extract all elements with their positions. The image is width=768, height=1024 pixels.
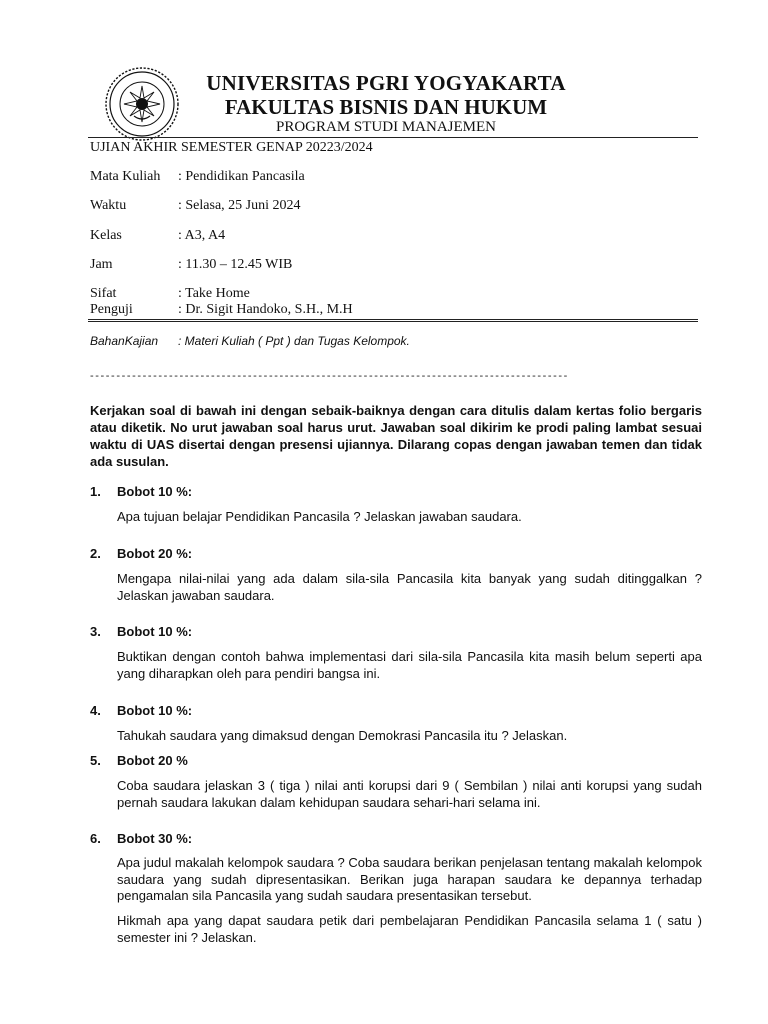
question-text: Mengapa nilai-nilai yang ada dalam sila-sila Pancasila kita banyak yang sudah ditinggalkan ? Jelaskan jawaban saudara.: [117, 571, 702, 603]
question-number: 6.: [90, 831, 101, 846]
question-text: Buktikan dengan contoh bahwa implementasi dari sila-sila Pancasila kita masih belum seperti apa yang diharapkan oleh para pendiri bangsa ini.: [117, 649, 702, 681]
question-weight: Bobot 10 %:: [117, 484, 193, 499]
info-value: : Dr. Sigit Handoko, S.H., M.H: [178, 302, 353, 317]
question-number: 5.: [90, 753, 101, 768]
question-number: 4.: [90, 703, 101, 718]
question-weight: Bobot 30 %:: [117, 831, 193, 846]
dashed-separator: -------------------------------------------------------------------------------------------: [90, 370, 569, 382]
question-weight: Bobot 10 %:: [117, 624, 193, 639]
info-label: Penguji: [90, 302, 133, 317]
info-value: : Selasa, 25 Juni 2024: [178, 198, 301, 213]
instructions-paragraph: Kerjakan soal di bawah ini dengan sebaik-baiknya dengan cara ditulis dalam kertas folio bergaris atau diketik. No urut jawaban soal harus urut. Jawaban soal dikirim ke prodi paling lambat sesuai waktu di UAS disertai dengan presensi ujiannya. Dilarang copas dengan jawaban temen dan tidak ada susulan.: [90, 403, 702, 469]
exam-title: UJIAN AKHIR SEMESTER GENAP 20223/2024: [90, 140, 373, 155]
question-number: 2.: [90, 546, 101, 561]
question-number: 3.: [90, 624, 101, 639]
question-weight: Bobot 10 %:: [117, 703, 193, 718]
info-label: Waktu: [90, 198, 127, 213]
question-text: Apa judul makalah kelompok saudara ? Coba saudara berikan penjelasan tentang makalah kelompok saudara yang sudah dipresentasikan. Berikan juga harapan saudara ke depannya terhadap pengamalan sila Pancasila yang sudah saudara presentasikan tersebut.: [117, 855, 702, 903]
info-double-rule: [88, 319, 698, 322]
university-name: UNIVERSITAS PGRI YOGYAKARTA: [206, 71, 566, 95]
question-text: Apa tujuan belajar Pendidikan Pancasila ? Jelaskan jawaban saudara.: [117, 509, 522, 524]
info-label: Kelas: [90, 228, 122, 243]
faculty-name: FAKULTAS BISNIS DAN HUKUM: [224, 95, 548, 119]
info-label: Jam: [90, 257, 113, 272]
info-value: : A3, A4: [178, 228, 226, 243]
info-value: : Take Home: [178, 286, 250, 301]
question-weight: Bobot 20 %: [117, 753, 188, 768]
info-label: Sifat: [90, 286, 117, 301]
info-label: Mata Kuliah: [90, 169, 161, 184]
question-number: 1.: [90, 484, 101, 499]
question-text: Tahukah saudara yang dimaksud dengan Demokrasi Pancasila itu ? Jelaskan.: [117, 728, 568, 743]
info-value: : Pendidikan Pancasila: [178, 169, 305, 184]
university-seal-icon: [104, 66, 180, 142]
question-text: Hikmah apa yang dapat saudara petik dari pembelajaran Pendidikan Pancasila selama 1 ( satu ) semester ini ? Jelaskan.: [117, 913, 702, 945]
header-rule: [88, 137, 698, 138]
bahan-kajian-value: : Materi Kuliah ( Ppt ) dan Tugas Kelompok.: [178, 334, 410, 348]
program-name: PROGRAM STUDI MANAJEMEN: [275, 119, 497, 135]
bahan-kajian-label: BahanKajian: [90, 334, 159, 348]
info-value: : 11.30 – 12.45 WIB: [178, 257, 293, 272]
question-text: Coba saudara jelaskan 3 ( tiga ) nilai anti korupsi dari 9 ( Sembilan ) nilai anti korupsi yang sudah pernah saudara lakukan dalam kehidupan saudara sehari-hari selama ini.: [117, 778, 702, 810]
question-weight: Bobot 20 %:: [117, 546, 193, 561]
